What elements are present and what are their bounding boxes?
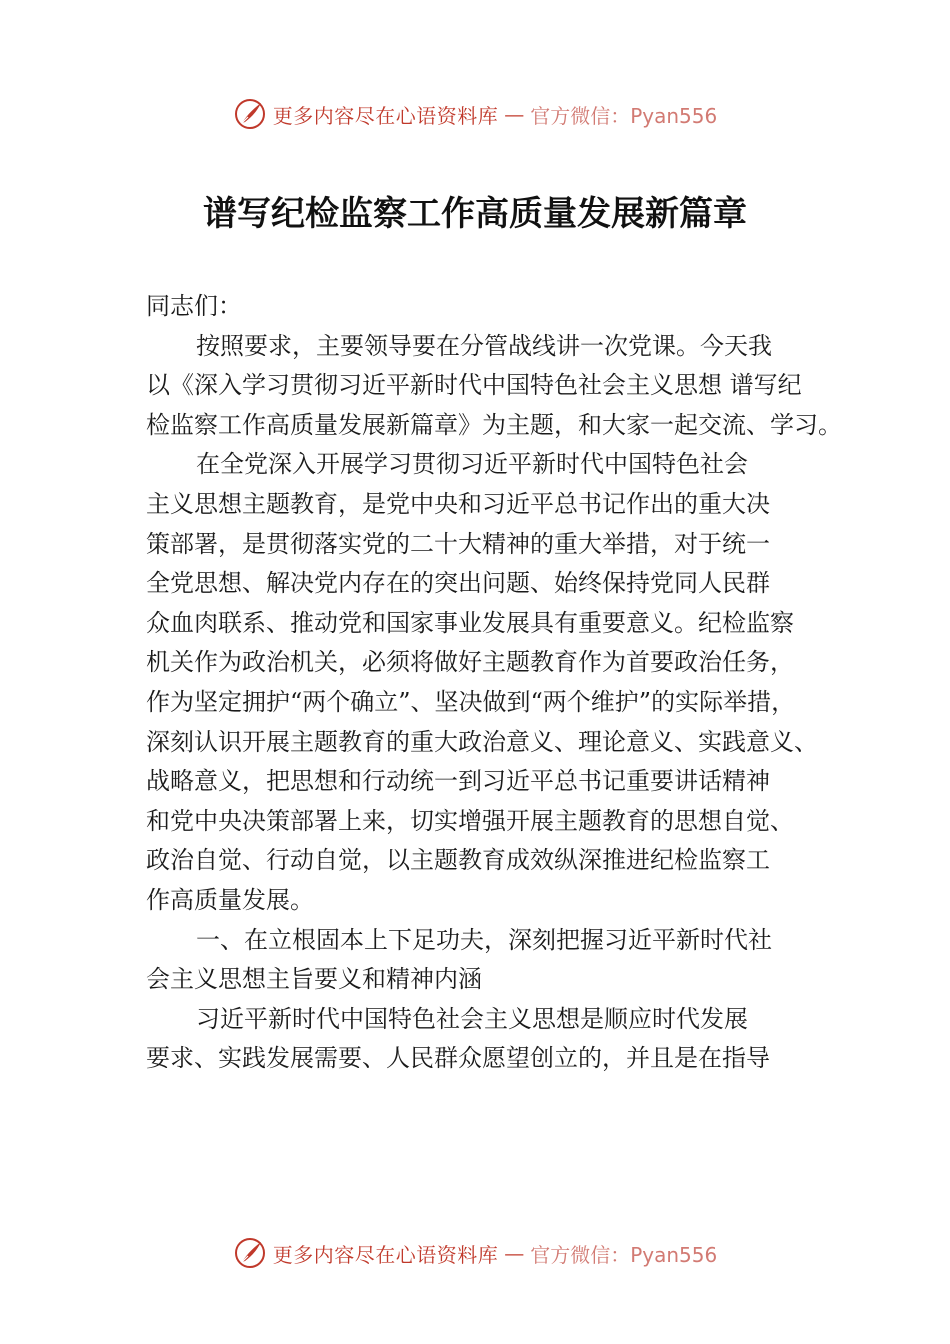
body-line: 和党中央决策部署上来，切实增强开展主题教育的思想自觉、: [146, 806, 794, 835]
body-line: 全党思想、解决党内存在的突出问题、始终保持党同人民群: [146, 569, 770, 598]
watermark-wechat: 官方微信：Pyan556: [530, 103, 718, 128]
body-line: 作为坚定拥护“两个确立”、坚决做到“两个维护”的实际举措，: [146, 687, 796, 716]
body-line: 深刻认识开展主题教育的重大政治意义、理论意义、实践意义、: [146, 727, 818, 756]
body-line: 检监察工作高质量发展新篇章》为主题，和大家一起交流、学习。: [146, 410, 842, 439]
body-line: 在全党深入开展学习贯彻习近平新时代中国特色社会: [196, 450, 748, 479]
body-line: 策部署，是贯彻落实党的二十大精神的重大举措，对于统一: [146, 529, 770, 558]
quill-logo-icon: [233, 1236, 267, 1270]
watermark-text: 更多内容尽在心语资料库: [272, 103, 499, 128]
watermark-separator: —: [504, 1241, 525, 1265]
body-line: 一、在立根固本上下足功夫，深刻把握习近平新时代社: [196, 925, 772, 954]
watermark-banner-bottom: [0, 1233, 950, 1273]
body-line: 战略意义，把思想和行动统一到习近平总书记重要讲话精神: [146, 767, 770, 796]
body-line: 同志们：: [146, 292, 242, 320]
body-line: 作高质量发展。: [146, 885, 314, 914]
body-line: 要求、实践发展需要、人民群众愿望创立的，并且是在指导: [146, 1044, 770, 1073]
body-line: 主义思想主题教育，是党中央和习近平总书记作出的重大决: [146, 489, 770, 518]
body-line: 习近平新时代中国特色社会主义思想是顺应时代发展: [196, 1004, 748, 1033]
body-line: 政治自觉、行动自觉，以主题教育成效纵深推进纪检监察工: [146, 846, 770, 875]
watermark-separator: —: [504, 102, 525, 126]
body-line: 以《深入学习贯彻习近平新时代中国特色社会主义思想 谱写纪: [146, 371, 802, 400]
body-line: 机关作为政治机关，必须将做好主题教育作为首要政治任务，: [146, 648, 794, 677]
watermark-text: 更多内容尽在心语资料库: [272, 1242, 499, 1267]
watermark-banner-top: [0, 94, 950, 134]
document-body: [146, 287, 846, 1079]
watermark-wechat: 官方微信：Pyan556: [530, 1242, 718, 1267]
body-line: 众血肉联系、推动党和国家事业发展具有重要意义。纪检监察: [146, 608, 794, 637]
quill-logo-icon: [233, 97, 267, 131]
body-line: 按照要求，主要领导要在分管战线讲一次党课。今天我: [196, 331, 772, 360]
body-line: 会主义思想主旨要义和精神内涵: [146, 965, 482, 994]
document-title: 谱写纪检监察工作高质量发展新篇章: [203, 194, 747, 234]
